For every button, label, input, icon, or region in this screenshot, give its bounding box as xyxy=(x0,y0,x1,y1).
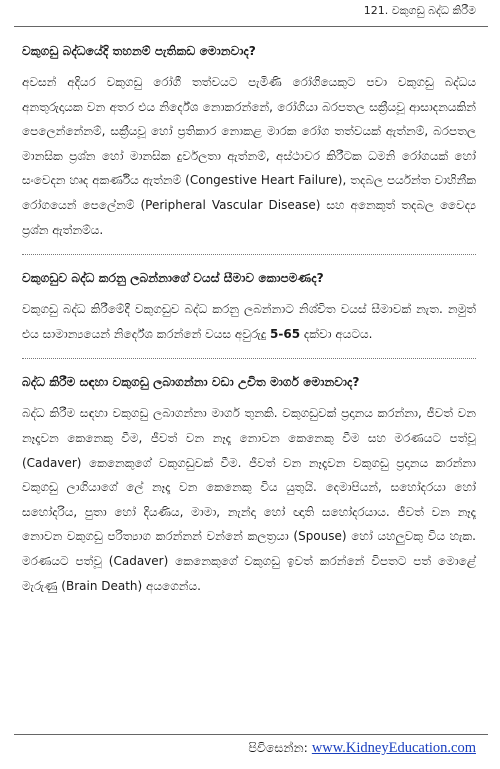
answer-age-limit-text-a: වකුගඩු බද්ධ කිරීමේදී වකුගඩුව බද්ධ කරනු ලබන්නාට නිශ්චිත වයස් සීමාවක් නැත. නමුත් එය සාමාන්‍යයෙන් නිර්දේශ කරන්නේ වයස අවුරුදු xyxy=(22,302,476,341)
question-donor-sources: බද්ධ කිරීම සඳහා වකුගඩු ලබාගන්නා වඩා උචිත මාර්ග මොනවාද? xyxy=(22,375,360,390)
question-age-limit: වකුගඩුව බද්ධ කරනු ලබන්නාගේ වයස් සීමාව කොපමණද? xyxy=(22,271,324,286)
question-contraindications: වකුගඩු බද්ධයේදි තහනම් පැතිකඩ මොනවාද? xyxy=(22,44,256,58)
footer-visit-label: පිවිසෙන්න: xyxy=(248,740,308,755)
page-content xyxy=(22,42,476,610)
age-range-value: 5-65 xyxy=(270,326,301,341)
running-header: 121. වකුගඩු බද්ධ කිරීම xyxy=(363,4,476,17)
answer-age-limit xyxy=(22,297,476,346)
footer-rule xyxy=(14,734,488,735)
section-divider xyxy=(22,254,476,255)
section-divider xyxy=(22,358,476,359)
answer-donor-sources: බද්ධ කිරීම සඳහා වකුගඩු ලබාගන්නා මාර්ග තුනකි. වකුගඩුවක් ප්‍රදානය කරන්නා, ජීවත් වන නෑදෑවන කෙනෙකු වීම, ජීවත් වන නෑදෑ නොවන කෙනෙකු වීම සහ මරණයට පත්වූ (Cadaver) කෙනෙකුගේ වකුගඩුවක් වීම. ජීවත් වන නෑදෑවන වකුගඩු ප්‍රදානය කරන්නා වකුගඩු ලාගියාගේ ලේ නෑදෑ වන කෙනෙකු විය යුතුයි. දෙමාපියන්, සහෝදරයා හෝ සහෝදරිය, පුතා හෝ දියණිය, මාමා, නැන්දා හෝ ඥාති සහෝදරයාය. ජීවත් වන නෑදෑ නොවන වකුගඩු පරිත්‍යාග කරන්නන් වන්නේ කලත්‍රයා (Spouse) හෝ යහලුවකු විය හැක. මරණයට පත්වූ (Cadaver) කෙනෙකුගේ වකුගඩු ඉවත් කරන්නේ විපතට පත් මොළේ මැරුණු (Brain Death) අයගෙන්ය. xyxy=(22,406,476,593)
header-rule xyxy=(14,26,488,27)
answer-age-limit-text-b: දක්වා අයටය. xyxy=(300,326,373,341)
footer xyxy=(0,740,476,757)
answer-contraindications: අවසන් අදියර වකුගඩු රෝගී තත්වයට පැමිණි රෝගියෙකුට පවා වකුගඩු බද්ධය අනතුරුදායක වන අතර එය නිර්දේශ නොකරන්නේ, රෝගියා බරපතල සක්‍රීයවූ ආසාදනයකින් පෙලෙන්නේනම්, සක්‍රීයවූ හෝ ප්‍රතිකාර නොකළ මාරක රෝග තත්වයක් ඇත්නම්, බරපතල මානසික ප්‍රශ්න හෝ මානසික දුර්වලතා ඇත්නම්, අස්ථාවර කිරීටක ධමනි රෝගයක් හෝ සංවෙදන හෘද අකර්ණිය ඇත්නම් (Congestive Heart Failure), තදබල පර්යන්ත වාහිනීක රෝගයෙන් පෙලේනම් (Peripheral Vascular Disease) සහ අනෙකුත් තදබල වෛද්‍ය ප්‍රශ්න ඇත්නම්ය. xyxy=(22,75,476,237)
website-link[interactable]: www.KidneyEducation.com xyxy=(311,740,476,756)
